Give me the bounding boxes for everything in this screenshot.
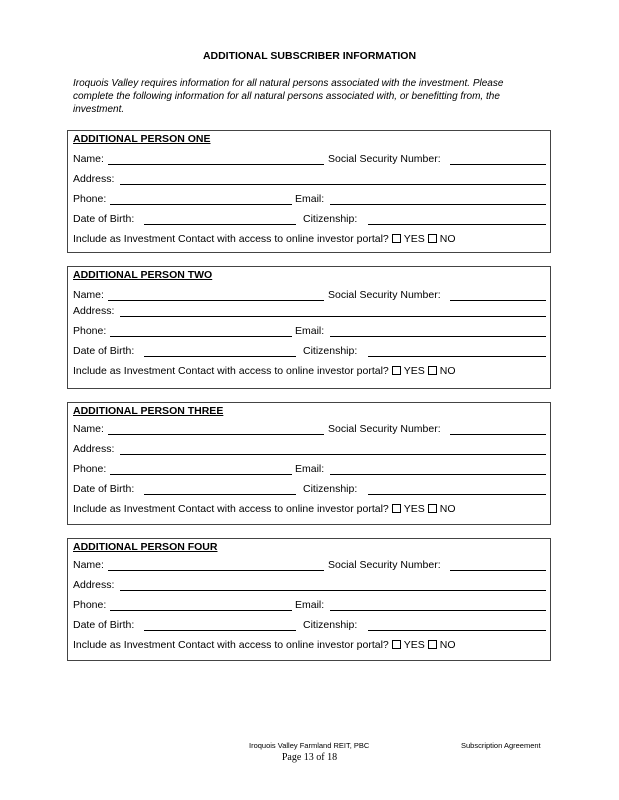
ssn-field[interactable] xyxy=(450,570,546,571)
footer-doc-name: Subscription Agreement xyxy=(461,741,541,750)
dob-label: Date of Birth: xyxy=(73,213,135,225)
phone-field[interactable] xyxy=(110,610,292,611)
person-section xyxy=(67,266,551,389)
email-field[interactable] xyxy=(330,474,546,475)
citizenship-field[interactable] xyxy=(368,630,546,631)
email-label: Email: xyxy=(295,599,325,611)
no-checkbox[interactable] xyxy=(428,640,437,649)
person-section xyxy=(67,130,551,253)
citizenship-field[interactable] xyxy=(368,356,546,357)
dob-field[interactable] xyxy=(144,494,296,495)
name-field[interactable] xyxy=(108,300,324,301)
citizenship-field[interactable] xyxy=(368,494,546,495)
ssn-label: Social Security Number: xyxy=(328,423,441,435)
phone-label: Phone: xyxy=(73,599,107,611)
no-label: NO xyxy=(439,639,456,651)
phone-field[interactable] xyxy=(110,336,292,337)
document-title: ADDITIONAL SUBSCRIBER INFORMATION xyxy=(202,50,417,62)
no-label: NO xyxy=(439,365,456,377)
contact-question xyxy=(73,503,456,515)
citizenship-label: Citizenship: xyxy=(303,345,358,357)
contact-question xyxy=(73,365,456,377)
yes-label: YES xyxy=(403,639,425,651)
ssn-field[interactable] xyxy=(450,164,546,165)
yes-checkbox[interactable] xyxy=(392,640,401,649)
name-label: Name: xyxy=(73,559,104,571)
address-field[interactable] xyxy=(120,316,546,317)
no-label: NO xyxy=(439,233,456,245)
email-field[interactable] xyxy=(330,204,546,205)
name-label: Name: xyxy=(73,153,104,165)
contact-question-text: Include as Investment Contact with access to online investor portal? xyxy=(73,503,389,515)
address-label: Address: xyxy=(73,443,115,455)
no-checkbox[interactable] xyxy=(428,234,437,243)
page-number: Page 13 of 18 xyxy=(281,752,338,763)
email-field[interactable] xyxy=(330,610,546,611)
contact-question-text: Include as Investment Contact with access to online investor portal? xyxy=(73,233,389,245)
dob-label: Date of Birth: xyxy=(73,483,135,495)
citizenship-field[interactable] xyxy=(368,224,546,225)
phone-label: Phone: xyxy=(73,325,107,337)
ssn-label: Social Security Number: xyxy=(328,289,441,301)
phone-label: Phone: xyxy=(73,193,107,205)
address-label: Address: xyxy=(73,173,115,185)
section-heading: ADDITIONAL PERSON TWO xyxy=(73,269,213,281)
email-label: Email: xyxy=(295,463,325,475)
address-field[interactable] xyxy=(120,590,546,591)
ssn-label: Social Security Number: xyxy=(328,153,441,165)
address-label: Address: xyxy=(73,579,115,591)
citizenship-label: Citizenship: xyxy=(303,619,358,631)
email-label: Email: xyxy=(295,325,325,337)
ssn-field[interactable] xyxy=(450,434,546,435)
phone-field[interactable] xyxy=(110,204,292,205)
person-section xyxy=(67,538,551,661)
dob-label: Date of Birth: xyxy=(73,345,135,357)
contact-question xyxy=(73,233,456,245)
yes-label: YES xyxy=(403,233,425,245)
no-checkbox[interactable] xyxy=(428,504,437,513)
dob-field[interactable] xyxy=(144,224,296,225)
no-label: NO xyxy=(439,503,456,515)
name-label: Name: xyxy=(73,289,104,301)
section-heading: ADDITIONAL PERSON FOUR xyxy=(73,541,218,553)
contact-question xyxy=(73,639,456,651)
name-field[interactable] xyxy=(108,570,324,571)
ssn-field[interactable] xyxy=(450,300,546,301)
yes-label: YES xyxy=(403,365,425,377)
contact-question-text: Include as Investment Contact with access to online investor portal? xyxy=(73,639,389,651)
address-field[interactable] xyxy=(120,184,546,185)
phone-field[interactable] xyxy=(110,474,292,475)
section-heading: ADDITIONAL PERSON ONE xyxy=(73,133,211,145)
yes-checkbox[interactable] xyxy=(392,234,401,243)
email-label: Email: xyxy=(295,193,325,205)
dob-field[interactable] xyxy=(144,356,296,357)
footer-company: Iroquois Valley Farmland REIT, PBC xyxy=(249,741,370,750)
intro-paragraph: Iroquois Valley requires information for all natural persons associated with the investment. Please complete the following information for all natural persons associated with, or benefitting from, the investment. xyxy=(73,78,504,115)
citizenship-label: Citizenship: xyxy=(303,483,358,495)
address-label: Address: xyxy=(73,305,115,317)
person-section xyxy=(67,402,551,525)
phone-label: Phone: xyxy=(73,463,107,475)
address-field[interactable] xyxy=(120,454,546,455)
ssn-label: Social Security Number: xyxy=(328,559,441,571)
dob-label: Date of Birth: xyxy=(73,619,135,631)
dob-field[interactable] xyxy=(144,630,296,631)
yes-checkbox[interactable] xyxy=(392,366,401,375)
yes-checkbox[interactable] xyxy=(392,504,401,513)
yes-label: YES xyxy=(403,503,425,515)
email-field[interactable] xyxy=(330,336,546,337)
citizenship-label: Citizenship: xyxy=(303,213,358,225)
name-field[interactable] xyxy=(108,164,324,165)
no-checkbox[interactable] xyxy=(428,366,437,375)
name-field[interactable] xyxy=(108,434,324,435)
name-label: Name: xyxy=(73,423,104,435)
section-heading: ADDITIONAL PERSON THREE xyxy=(73,405,224,417)
contact-question-text: Include as Investment Contact with access to online investor portal? xyxy=(73,365,389,377)
